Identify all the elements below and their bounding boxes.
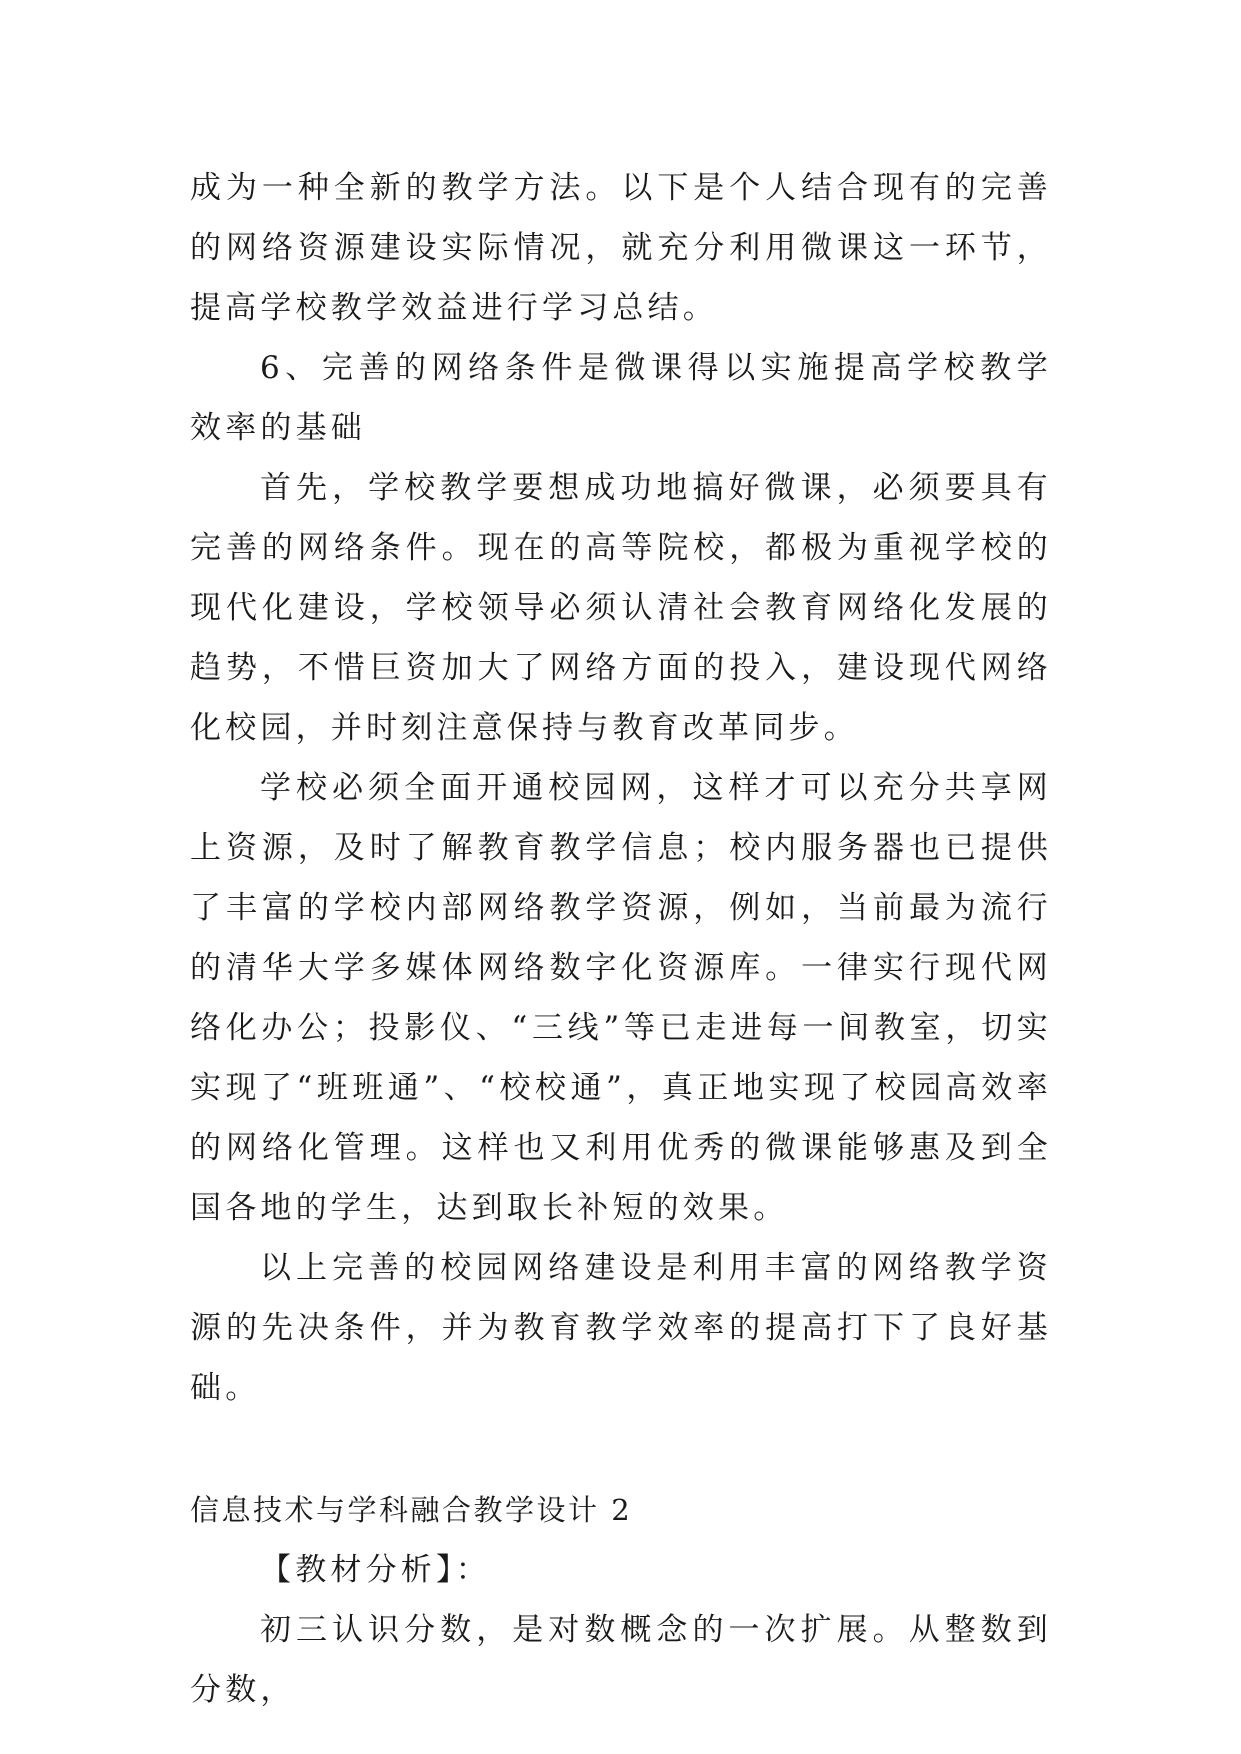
paragraph: 以上完善的校园网络建设是利用丰富的网络教学资源的先决条件，并为教育教学效率的提高打下了良好基础。 xyxy=(190,1250,1052,1406)
paragraph: 学校必须全面开通校园网，这样才可以充分共享网上资源，及时了解教育教学信息；校内服务器也已提供了丰富的学校内部网络教学资源，例如，当前最为流行的清华大学多媒体网络数字化资源库。一律实行现代网络化办公；投影仪、“三线”等已走进每一间教室，切实实现了“班班通”、“校校通”，真正地实现了校园高效率的网络化管理。这样也又利用优秀的微课能够惠及到全国各地的学生，达到取长补短的效果。 xyxy=(190,770,1052,1226)
numbered-subheading: 6、完善的网络条件是微课得以实施提高学校教学效率的基础 xyxy=(190,350,1052,446)
paragraph: 首先，学校教学要想成功地搞好微课，必须要具有完善的网络条件。现在的高等院校，都极为重视学校的现代化建设，学校领导必须认清社会教育网络化发展的趋势，不惜巨资加大了网络方面的投入，建设现代网络化校园，并时刻注意保持与教育改革同步。 xyxy=(190,470,1052,746)
section-title: 信息技术与学科融合教学设计 2 xyxy=(190,1493,633,1527)
document-body xyxy=(190,158,1052,1720)
paragraph: 成为一种全新的教学方法。以下是个人结合现有的完善的网络资源建设实际情况，就充分利用微课这一环节，提高学校教学效益进行学习总结。 xyxy=(190,170,1052,326)
paragraph: 初三认识分数，是对数概念的一次扩展。从整数到分数， xyxy=(190,1612,1052,1708)
section-label: 【教材分析】： xyxy=(260,1552,491,1588)
section-spacer xyxy=(190,1418,1052,1480)
